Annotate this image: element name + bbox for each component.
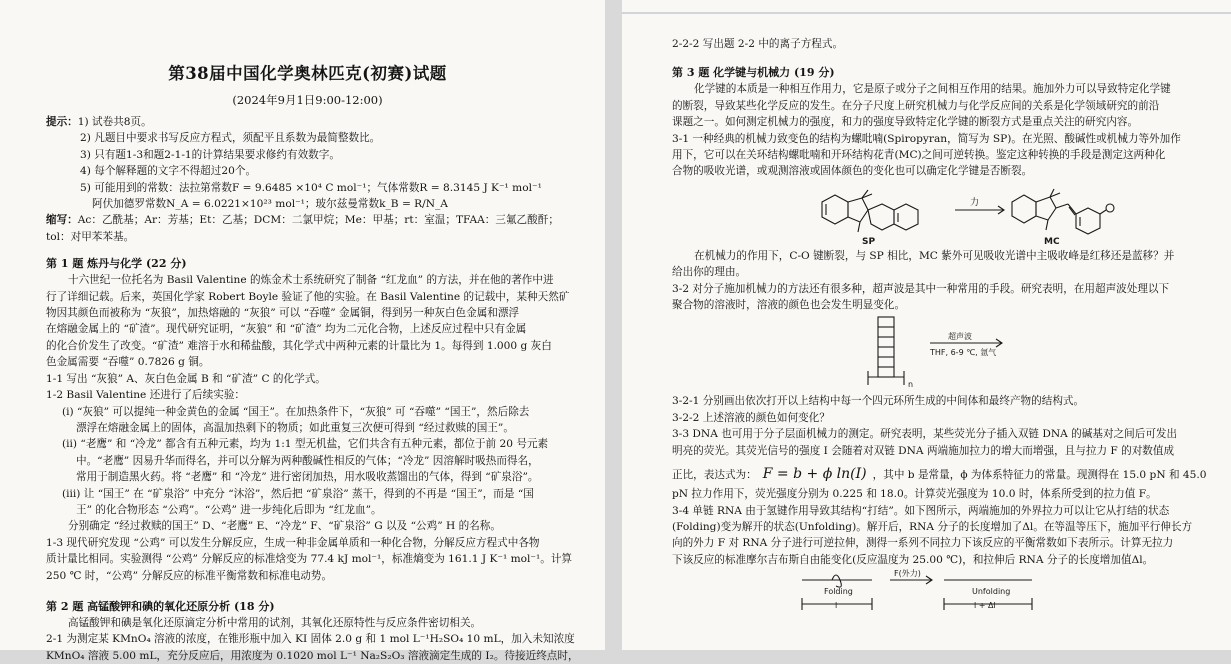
force-formula: F = b + ϕ ln(I) (762, 466, 867, 483)
ultrasound-label: 超声波 (948, 332, 972, 342)
folding-label: Folding (824, 587, 853, 597)
paragraph-line: 在熔融金属上的 “矿渣”。现代研究证明，“灰狼” 和 “矿渣” 均为二元化合物，上述反应过程中只有金属 (46, 323, 527, 336)
list-line: (iii) 让 “国王” 在 “矿泉浴” 中充分 “沐浴”，然后把 “矿泉浴” 蒸干，得到的不再是 “国王”，而是 “国 (62, 487, 534, 500)
exam-title: 第38届中国化学奥林匹克(初赛)试题 (168, 64, 447, 83)
hint-line: 3) 只有题1-3和题2-1-1的计算结果要求修约有效数字。 (80, 148, 340, 161)
unfolding-label: Unfolding (972, 587, 1011, 597)
paragraph-line: 十六世纪一位托名为 Basil Valentine 的炼金术士系统研究了制备 “红龙血” 的方法，并在他的著作中进 (68, 274, 554, 287)
paragraph-line: 课题之一。如何测定机械力的强度，和力的强度导致特定化学键的断裂方式是重点关注的研究内容。 (672, 116, 1139, 129)
spiropyran-scheme (672, 180, 1191, 248)
paragraph-line: 的断裂，导致某些化学反应的发生。在分子尺度上研究机械力与化学反应间的关系是化学领域研究的前沿 (672, 99, 1160, 112)
question-3-4: 下该反应的标准摩尔吉布斯自由能变化(反应温度为 25.00 ℃)，和拉伸后 RNA 分子的长度增加值Δl。 (672, 553, 1154, 566)
hint-line: 4) 每个解释题的文字不得超过20个。 (80, 165, 257, 178)
question-1-3: 质计量比相同。实验测得 “公鸡” 分解反应的标准焓变为 77.4 kJ mol⁻¹，标准熵变为 161.1 J K⁻¹ mol⁻¹。计算 (46, 553, 573, 566)
hint-line: 提示：1) 试卷共8页。 (46, 116, 152, 128)
question-3-4: 向的外力 F 对 RNA 分子进行可逆拉伸，测得一系列不同拉力下该反应的平衡常数如下表所示。计算无拉力 (672, 537, 1174, 550)
page-right (622, 0, 1231, 650)
question-3-3: pN 拉力作用下，荧光强度分别为 0.225 和 18.0。计算荧光强度为 10.0 时，体系所受到的拉力值 F。 (672, 488, 1157, 501)
exam-date: (2024年9月1日9:00-12:00) (232, 93, 383, 107)
list-line: 王” 的化合物形态 “公鸡”。“公鸡” 进一步纯化后即为 “红龙血”。 (76, 503, 382, 516)
question-3-3: 3-3 DNA 也可用于分子层面机械力的测定。研究表明，某些荧光分子插入双链 DNA 的碱基对之间后可发出 (672, 428, 1178, 441)
list-line: 常用于制造黑火药。将 “老鹰” 和 “冷龙” 进行密闭加热，用水吸收蒸馏出的气体，得到 “矿泉浴”。 (76, 471, 539, 484)
question-3-2-2: 3-2-2 上述溶液的颜色如何变化？ (672, 411, 830, 424)
question-2-1: 2-1 为测定某 KMnO₄ 溶液的浓度，在锥形瓶中加入 KI 固体 2.0 g 和 1 mol L⁻¹H₂SO₄ 10 mL，加入未知浓度 (46, 633, 575, 646)
question-3-1-ask: 给出你的理由。 (672, 266, 747, 279)
paragraph-line: 行了详细记载。后来，英国化学家 Robert Boyle 验证了他的实验。在 Basil Valentine 的记载中，某种天然矿 (46, 290, 570, 303)
question-2-2-2: 2-2-2 写出题 2-2 中的离子方程式。 (672, 38, 844, 50)
question-3-4: 3-4 单链 RNA 由于氢键作用导致其结构“打结”。如下图所示，两端施加的外界拉力可以让它从打结的状态 (672, 504, 1170, 517)
question-3-1-ask: 在机械力的作用下，C-O 键断裂，与 SP 相比，MC 紫外可见吸收光谱中主吸收峰是红移还是蓝移？并 (694, 249, 1175, 262)
question-1-1: 1-1 写出 “灰狼” A、灰白色金属 B 和 “矿渣” C 的化学式。 (46, 372, 326, 385)
rna-folding-diagram (672, 568, 1191, 628)
question-1-3: 250 ℃ 时，“公鸡” 分解反应的标准平衡常数和标准电动势。 (46, 569, 333, 582)
question-1-title: 第 1 题 炼丹与化学 (22 分) (46, 257, 187, 271)
question-3-1: 3-1 一种经典的机械力致变色的结构为螺吡喃(Spiropyran，简写为 SP)。在光照、酸碱性或机械力等外加作 (672, 132, 1181, 145)
question-1-2-ask: 分别确定 “经过救赎的国王” D、“老鹰” E、“冷龙” F、“矿泉浴” G 以及 “公鸡” H 的名称。 (68, 520, 501, 533)
question-3-3: 明亮的荧光。其荧光信号的强度 I 会随着对双链 DNA 两端施加拉力的增大而增强，且与拉力 F 的对数值成 (672, 444, 1175, 457)
paragraph-line: 高锰酸钾和碘是氧化还原滴定分析中常用的试剂，其氧化还原特性与反应条件密切相关。 (68, 616, 482, 629)
question-3-2: 3-2 对分子施加机械力的方法还有很多种，超声波是其中一种常用的手段。研究表明，在用超声波处理以下 (672, 282, 1170, 295)
list-line: (ii) “老鹰” 和 “冷龙” 都含有五种元素，均为 1:1 型无机盐，它们共含有五种元素，都位于前 20 号元素 (62, 438, 549, 451)
ladderane-structure (672, 313, 1191, 393)
hint-line: 阿伏加德罗常数N_A = 6.0221×10²³ mol⁻¹；玻尔兹曼常数k_B = R/N_A (92, 198, 448, 211)
list-line: 中。“老鹰” 因易升华而得名，并可以分解为两种酸碱性相反的气体；“冷龙” 因溶解时吸热而得名， (76, 454, 539, 467)
formula-line: 正比，表达式为： F = b + ϕ ln(I) ，其中 b 是常量，ϕ 为体系特征力的常量。现测得在 15.0 pN 和 45.0 (672, 466, 1207, 483)
question-3-2: 聚合物的溶液时，溶液的颜色也会发生明显变化。 (672, 299, 906, 312)
length-l-dl-label: l + Δl (974, 601, 996, 611)
hint-line: 2) 凡题目中要求书写反应方程式，须配平且系数为最简整数比。 (80, 132, 381, 145)
ladderane-scheme (672, 313, 1191, 393)
length-l-label: l (835, 601, 838, 611)
paragraph-line: 色金属需要 “吞噬” 0.7826 g 铜。 (46, 356, 210, 369)
scheme1-arrow-label: 力 (970, 197, 980, 208)
question-3-title: 第 3 题 化学键与机械力 (19 分) (672, 66, 835, 80)
question-2-title: 第 2 题 高锰酸钾和碘的氧化还原分析 (18 分) (46, 599, 275, 613)
abbr-line: tol：对甲苯苯基。 (46, 230, 135, 243)
question-1-3: 1-3 现代研究发现 “公鸡” 可以发生分解反应，生成一种非金属单质和一种化合物，分解反应方程式中各物 (46, 536, 540, 549)
rna-scheme (672, 568, 1191, 628)
list-line: 漂浮在熔融金属上的固体，高温加热剩下的物质；如此重复三次便可得到 “经过救赎的国王”。 (76, 421, 514, 434)
hint-line: 5) 可能用到的常数：法拉第常数F = 9.6485 ×10⁴ C mol⁻¹；气体常数R = 8.3145 J K⁻¹ mol⁻¹ (80, 181, 542, 194)
spiropyran-structures (672, 180, 1191, 248)
page-top-rule (622, 12, 1231, 14)
conditions-label: THF, 6-9 ℃, 氩气 (930, 348, 997, 358)
question-3-2-1: 3-2-1 分别画出依次打开以上结构中每一个四元环所生成的中间体和最终产物的结构式。 (672, 395, 1085, 408)
mc-label: MC (1044, 236, 1060, 247)
paragraph-line: 化学键的本质是一种相互作用力，它是原子或分子之间相互作用的结果。施加外力可以导致特定化学键 (694, 83, 1171, 96)
force-label: F(外力) (894, 569, 921, 579)
question-3-1: 合物的吸收光谱，或观测溶液或固体颜色的变化也可以确定化学键是否断裂。 (672, 165, 1033, 178)
question-1-2: 1-2 Basil Valentine 还进行了后续实验： (46, 389, 246, 402)
abbr-line: 缩写：Ac：乙酰基；Ar：芳基；Et：乙基；DCM：二氯甲烷；Me：甲基；rt：室温；TFAA：三氟乙酸酐； (46, 214, 559, 227)
question-3-1: 用下，它可以在关环结构螺吡喃和开环结构花青(MC)之间可逆转换。鉴定这种转换的手段是测定这两种化 (672, 149, 1166, 162)
repeat-n-label: n (908, 380, 914, 390)
question-3-4: (Folding)变为解开的状态(Unfolding)。解开后，RNA 分子的长度增加了Δl。在等温等压下，施加平行伸长方 (672, 520, 1193, 533)
question-2-1: KMnO₄ 溶液 5.00 mL，充分反应后，用浓度为 0.1020 mol L⁻¹ Na₂S₂O₃ 溶液滴定生成的 I₂。待接近终点时， (46, 649, 579, 662)
page-left (0, 0, 605, 662)
paragraph-line: 物因其颜色而被称为 “灰狼”，加热熔融的 “灰狼” 可以 “吞噬” 金属铜，得到另一种灰白色金属和漂浮 (46, 307, 520, 320)
list-line: (i) “灰狼” 可以提纯一种金黄色的金属 “国王”。在加热条件下，“灰狼” 可 “吞噬” “国王”，然后除去 (62, 405, 530, 418)
sp-label: SP (862, 236, 876, 247)
paragraph-line: 的化合价发生了改变。“矿渣” 难溶于水和稀盐酸，其化学式中两种元素的计量比为 1。每得到 1.000 g 灰白 (46, 339, 552, 352)
